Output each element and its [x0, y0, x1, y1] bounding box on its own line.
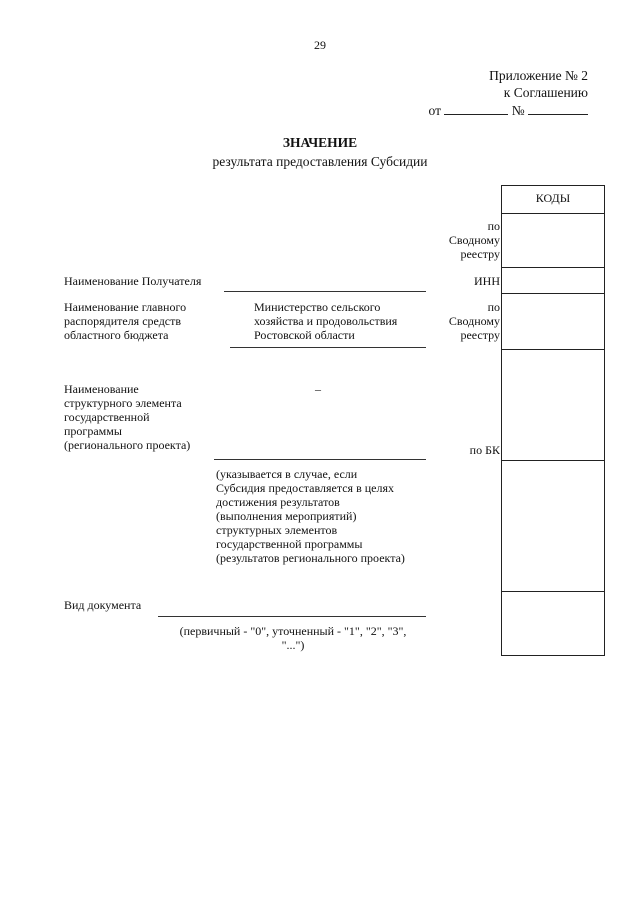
svodny-reestr-label-1: по Сводному реестру — [448, 219, 500, 261]
recipient-field-line — [224, 291, 426, 292]
document-type-label: Вид документа — [64, 598, 142, 612]
inn-label: ИНН — [474, 274, 500, 288]
distributor-label: Наименование главного распорядителя средств областного бюджета — [64, 300, 187, 342]
distributor-value: Министерство сельского хозяйства и продовольствия Ростовской области — [254, 300, 398, 342]
annex-date-number — [429, 102, 589, 119]
document-type-note: (первичный - "0", уточненный - "1", "2", "3", "...") — [179, 624, 407, 652]
document-title: ЗНАЧЕНИЕ — [282, 135, 358, 150]
structural-element-note: (указывается в случае, если Субсидия предоставляется в целях достижения результатов (выполнения мероприятий) структурных элементов государственной программы (результатов регионального проекта) — [216, 467, 405, 565]
codes-separator — [501, 349, 605, 350]
structural-element-label: Наименование структурного элемента государственной программы (регионального проекта) — [64, 382, 191, 452]
annex-number-label: № — [511, 103, 525, 118]
structural-element-field-line — [214, 459, 426, 460]
distributor-field-line — [230, 347, 426, 348]
recipient-label: Наименование Получателя — [64, 274, 202, 288]
number-fill-line — [528, 102, 588, 115]
annex-agreement: к Соглашению — [503, 85, 588, 100]
annex-title: Приложение № 2 — [489, 68, 588, 83]
document-type-field-line — [158, 616, 426, 617]
document-subtitle: результата предоставления Субсидии — [212, 154, 428, 169]
annex-from-label: от — [428, 103, 441, 118]
structural-element-value: – — [315, 382, 321, 396]
date-fill-line — [444, 102, 508, 115]
bk-label: по БК — [469, 443, 500, 457]
codes-separator — [501, 267, 605, 268]
codes-separator — [501, 293, 605, 294]
codes-separator — [501, 460, 605, 461]
codes-header: КОДЫ — [535, 191, 571, 205]
page-number: 29 — [314, 38, 326, 52]
codes-separator — [501, 591, 605, 592]
codes-table — [501, 185, 605, 656]
codes-separator — [501, 213, 605, 214]
svodny-reestr-label-2: по Сводному реестру — [448, 300, 500, 342]
